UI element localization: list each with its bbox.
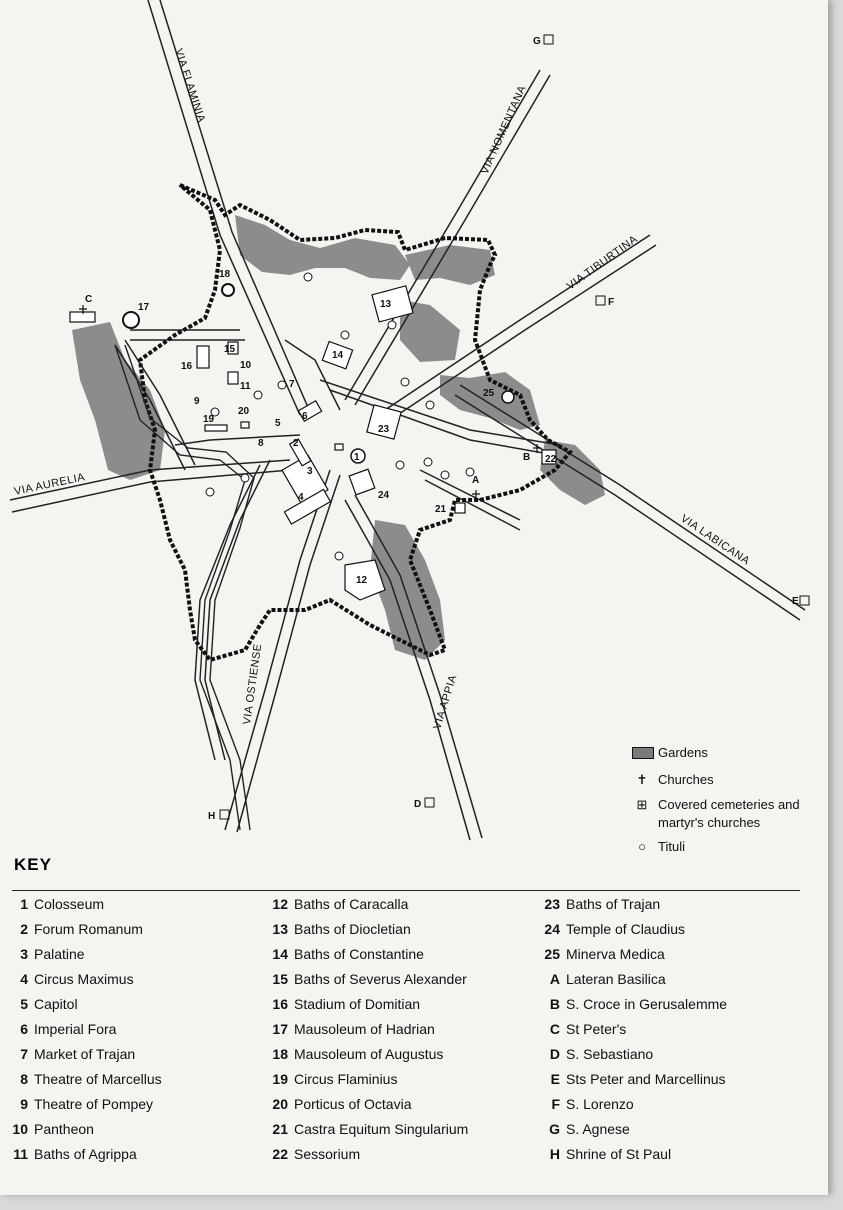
key-item-code: 21 [272, 1121, 288, 1137]
key-item-code: 14 [272, 946, 288, 962]
key-item-code: 17 [272, 1021, 288, 1037]
site-label-4: 4 [298, 492, 304, 503]
tituli-markers [123, 273, 514, 560]
site-label-13: 13 [380, 299, 392, 310]
key-item-label: Baths of Caracalla [294, 896, 409, 912]
key-item-code: B [549, 996, 560, 1012]
titulus-circle-icon: ○ [638, 839, 646, 854]
key-item-code: 5 [20, 996, 28, 1012]
site-label-22: 22 [545, 454, 557, 465]
site-label-19: 19 [203, 414, 215, 425]
road-label-tiburtina: VIA TIBURTINA [564, 233, 640, 293]
gardens-areas [72, 215, 605, 660]
marker-b: B [523, 452, 531, 463]
key-item-label: Baths of Trajan [566, 896, 661, 912]
site-label-24: 24 [378, 490, 390, 501]
key-item-label: Circus Flaminius [294, 1071, 398, 1087]
key-item-label: Pantheon [34, 1121, 94, 1137]
key-item-label: Baths of Constantine [294, 946, 424, 962]
site-label-25: 25 [483, 388, 495, 399]
marker-g: G [533, 36, 541, 47]
key-item-code: 25 [544, 946, 560, 962]
key-item-code: 2 [20, 921, 28, 937]
site-label-3: 3 [307, 466, 313, 477]
site-label-21: 21 [435, 504, 447, 515]
key-item-label: Baths of Diocletian [294, 921, 411, 937]
cross-icon: ✝ [636, 772, 648, 787]
site-label-15: 15 [224, 344, 236, 355]
key-item-code: 1 [20, 896, 28, 912]
site-label-16: 16 [181, 361, 193, 372]
site-label-20: 20 [238, 406, 250, 417]
key-item-code: F [551, 1096, 560, 1112]
site-label-23: 23 [378, 424, 390, 435]
key-item-label: Theatre of Pompey [34, 1096, 154, 1112]
marker-a: A [472, 475, 480, 486]
cemetery-icon: ⊞ [636, 797, 648, 812]
key-divider [12, 890, 800, 891]
key-item-code: 19 [272, 1071, 288, 1087]
legend-cemeteries-label-2: martyr's churches [658, 815, 761, 830]
key-item-label: Sts Peter and Marcellinus [566, 1071, 726, 1087]
site-label-6: 6 [302, 411, 308, 422]
key-item-label: Sessorium [294, 1146, 361, 1162]
key-item-code: E [550, 1071, 560, 1087]
road-label-nomentana: VIA NOMENTANA [478, 83, 529, 177]
key-item-label: Forum Romanum [34, 921, 143, 937]
key-item-code: 24 [544, 921, 560, 937]
site-label-8: 8 [258, 438, 264, 449]
site-label-11: 11 [240, 381, 251, 392]
key-item-code: 9 [20, 1096, 28, 1112]
key-item-label: S. Sebastiano [566, 1046, 654, 1062]
site-label-14: 14 [332, 350, 344, 361]
key-item-label: Market of Trajan [34, 1046, 136, 1062]
key-item-label: Circus Maximus [34, 971, 134, 987]
key-item-label: Capitol [34, 996, 78, 1012]
key-item-label: Palatine [34, 946, 85, 962]
key-item-label: Mausoleum of Augustus [294, 1046, 444, 1062]
key-item-label: Mausoleum of Hadrian [294, 1021, 435, 1037]
site-label-5: 5 [275, 418, 281, 429]
legend-churches-label: Churches [658, 772, 714, 787]
road-label-labicana: VIA LABICANA [678, 512, 752, 568]
key-item-label: S. Agnese [566, 1121, 630, 1137]
site-label-7: 7 [289, 379, 295, 390]
road-label-appia: VIA APPIA [431, 673, 460, 731]
key-item-label: St Peter's [566, 1021, 627, 1037]
key-item-code: 22 [272, 1146, 288, 1162]
marker-d: D [414, 799, 422, 810]
key-item-label: Colosseum [34, 896, 105, 912]
key-item-label: Porticus of Octavia [294, 1096, 412, 1112]
marker-c: C [85, 294, 93, 305]
key-item-code: 4 [20, 971, 28, 987]
key-item-code: D [549, 1046, 560, 1062]
legend-cemeteries-label: Covered cemeteries and [658, 797, 800, 812]
key-item-label: Temple of Claudius [566, 921, 686, 937]
key-item-label: Theatre of Marcellus [34, 1071, 162, 1087]
road-label-ostiense: VIA OSTIENSE [241, 642, 265, 726]
key-item-code: 3 [20, 946, 28, 962]
key-item-code: 18 [272, 1046, 288, 1062]
road-label-aurelia: VIA AURELIA [13, 471, 87, 498]
site-label-17: 17 [138, 302, 150, 313]
key-item-code: 23 [544, 896, 560, 912]
key-item-code: 11 [13, 1146, 28, 1162]
site-number-labels [138, 269, 557, 586]
key-item-label: Stadium of Domitian [294, 996, 421, 1012]
key-item-label: Castra Equitum Singularium [294, 1121, 469, 1137]
marker-e: E [792, 596, 799, 607]
site-label-9: 9 [194, 396, 200, 407]
legend-tituli-label: Tituli [658, 839, 685, 854]
key-item-code: 6 [20, 1021, 28, 1037]
site-label-18: 18 [219, 269, 231, 280]
key-item-code: H [549, 1146, 560, 1162]
key-title: KEY [14, 855, 52, 874]
key-item-label: S. Croce in Gerusalemme [566, 996, 728, 1012]
key-item-code: 15 [272, 971, 288, 987]
key-item-label: Baths of Agrippa [34, 1146, 137, 1162]
key-item-code: 7 [20, 1046, 28, 1062]
key-item-code: G [549, 1121, 560, 1137]
key-item-label: Baths of Severus Alexander [294, 971, 467, 987]
site-label-2: 2 [293, 438, 299, 449]
key-item-code: 8 [20, 1071, 28, 1087]
key-item-code: 16 [272, 996, 288, 1012]
key-item-label: Minerva Medica [566, 946, 665, 962]
key-item-label: Imperial Fora [34, 1021, 117, 1037]
key-item-code: C [549, 1021, 560, 1037]
marker-f: F [608, 297, 615, 308]
key-item-code: 12 [272, 896, 288, 912]
key-item-code: 10 [12, 1121, 28, 1137]
site-label-12: 12 [356, 575, 368, 586]
site-label-10: 10 [240, 360, 252, 371]
key-item-code: 13 [272, 921, 288, 937]
key-item-label: Shrine of St Paul [566, 1146, 672, 1162]
site-label-1: 1 [354, 452, 360, 463]
key-item-label: S. Lorenzo [566, 1096, 634, 1112]
road-label-flaminia: VIA FLAMINIA [172, 47, 208, 125]
marker-h: H [208, 811, 216, 822]
legend-gardens-label: Gardens [658, 745, 708, 760]
key-item-label: Lateran Basilica [566, 971, 666, 987]
key-item-code: A [549, 971, 560, 987]
gardens-swatch-icon [632, 745, 652, 762]
key-item-code: 20 [272, 1096, 288, 1112]
